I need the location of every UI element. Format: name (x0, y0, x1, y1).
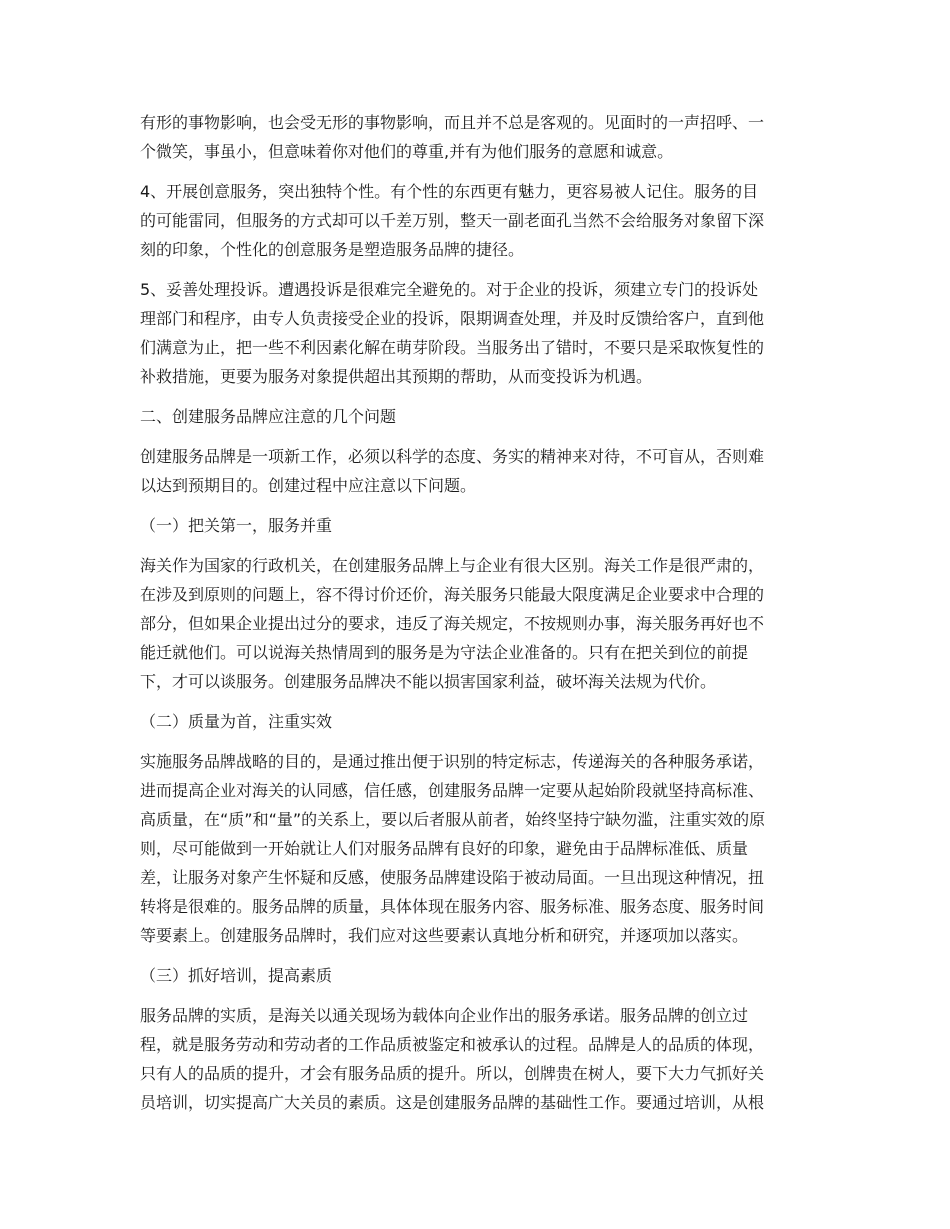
text-line: 以达到预期目的。创建过程中应注意以下问题。 (140, 476, 477, 495)
text-line: 理部门和程序，由专人负责接受企业的投诉，限期调查处理，并及时反馈给客户，直到他 (140, 309, 765, 328)
text-line: 下，才可以谈服务。创建服务品牌决不能以损害国家利益，破坏海关法规为代价。 (140, 672, 717, 691)
text-line: 只有人的品质的提升，才会有服务品质的提升。所以，创牌贵在树人，要下大力气抓好关 (140, 1064, 765, 1083)
section-heading-2: 二、创建服务品牌应注意的几个问题 (140, 407, 397, 426)
text-line: 服务品牌的实质，是海关以通关现场为载体向企业作出的服务承诺。服务品牌的创立过 (140, 1006, 749, 1025)
text-line: 程，就是服务劳动和劳动者的工作品质被鉴定和被承认的过程。品牌是人的品质的体现， (140, 1035, 765, 1054)
paragraph-intro-continued (140, 108, 812, 166)
document-page (140, 108, 812, 1128)
text-line: 等要素上。创建服务品牌时，我们应对这些要素认真地分析和研究，并逐项加以落实。 (140, 926, 749, 945)
text-line: 个微笑，事虽小，但意味着你对他们的尊重,并有为他们服务的意愿和诚意。 (140, 142, 674, 161)
text-line: 进而提高企业对海关的认同感，信任感，创建服务品牌一定要从起始阶段就坚持高标准、 (140, 781, 765, 800)
subsection-heading-3: （三）抓好培训，提高素质 (140, 966, 333, 985)
text-line: 补救措施，更要为服务对象提供超出其预期的帮助，从而变投诉为机遇。 (140, 367, 653, 386)
text-line: 则，尽可能做到一开始就让人们对服务品牌有良好的印象，避免由于品牌标准低、质量 (140, 839, 749, 858)
text-line: 5、妥善处理投诉。遭遇投诉是很难完全避免的。对于企业的投诉，须建立专门的投诉处 (140, 280, 759, 299)
text-line: 刻的印象，个性化的创意服务是塑造服务品牌的捷径。 (140, 240, 525, 259)
text-line: 海关作为国家的行政机关，在创建服务品牌上与企业有很大区别。海关工作是很严肃的， (140, 556, 765, 575)
subsection-heading-2: （二）质量为首，注重实效 (140, 712, 333, 731)
paragraph-point-5 (140, 275, 812, 391)
text-line: 转将是很难的。服务品牌的质量，具体体现在服务内容、服务标准、服务态度、服务时间 (140, 897, 765, 916)
text-line: 高质量，在“质”和“量”的关系上，要以后者服从前者，始终坚持宁缺勿滥，注重实效的原 (140, 810, 766, 829)
text-line: 的可能雷同，但服务的方式却可以千差万别，整天一副老面孔当然不会给服务对象留下深 (140, 211, 765, 230)
text-line: 员培训，切实提高广大关员的素质。这是创建服务品牌的基础性工作。要通过培训，从根 (140, 1093, 765, 1112)
text-line: 能迁就他们。可以说海关热情周到的服务是为守法企业准备的。只有在把关到位的前提 (140, 643, 749, 662)
paragraph-section-2-intro (140, 442, 812, 500)
text-line: 4、开展创意服务，突出独特个性。有个性的东西更有魅力，更容易被人记住。服务的目 (140, 182, 759, 201)
paragraph-subsection-1 (140, 551, 812, 696)
paragraph-subsection-3 (140, 1001, 812, 1117)
text-line: 实施服务品牌战略的目的，是通过推出便于识别的特定标志，传递海关的各种服务承诺， (140, 752, 765, 771)
text-line: 部分，但如果企业提出过分的要求，违反了海关规定，不按规则办事，海关服务再好也不 (140, 614, 765, 633)
text-line: 差，让服务对象产生怀疑和反感，使服务品牌建设陷于被动局面。一旦出现这种情况，扭 (140, 868, 765, 887)
text-line: 们满意为止，把一些不利因素化解在萌芽阶段。当服务出了错时，不要只是采取恢复性的 (140, 338, 765, 357)
text-line: 创建服务品牌是一项新工作，必须以科学的态度、务实的精神来对待，不可盲从，否则难 (140, 447, 765, 466)
text-line: 有形的事物影响，也会受无形的事物影响，而且并不总是客观的。见面时的一声招呼、一 (140, 113, 765, 132)
paragraph-point-4 (140, 177, 812, 264)
paragraph-subsection-2 (140, 747, 812, 950)
text-line: 在涉及到原则的问题上，容不得讨价还价，海关服务只能最大限度满足企业要求中合理的 (140, 585, 765, 604)
subsection-heading-1: （一）把关第一，服务并重 (140, 516, 333, 535)
